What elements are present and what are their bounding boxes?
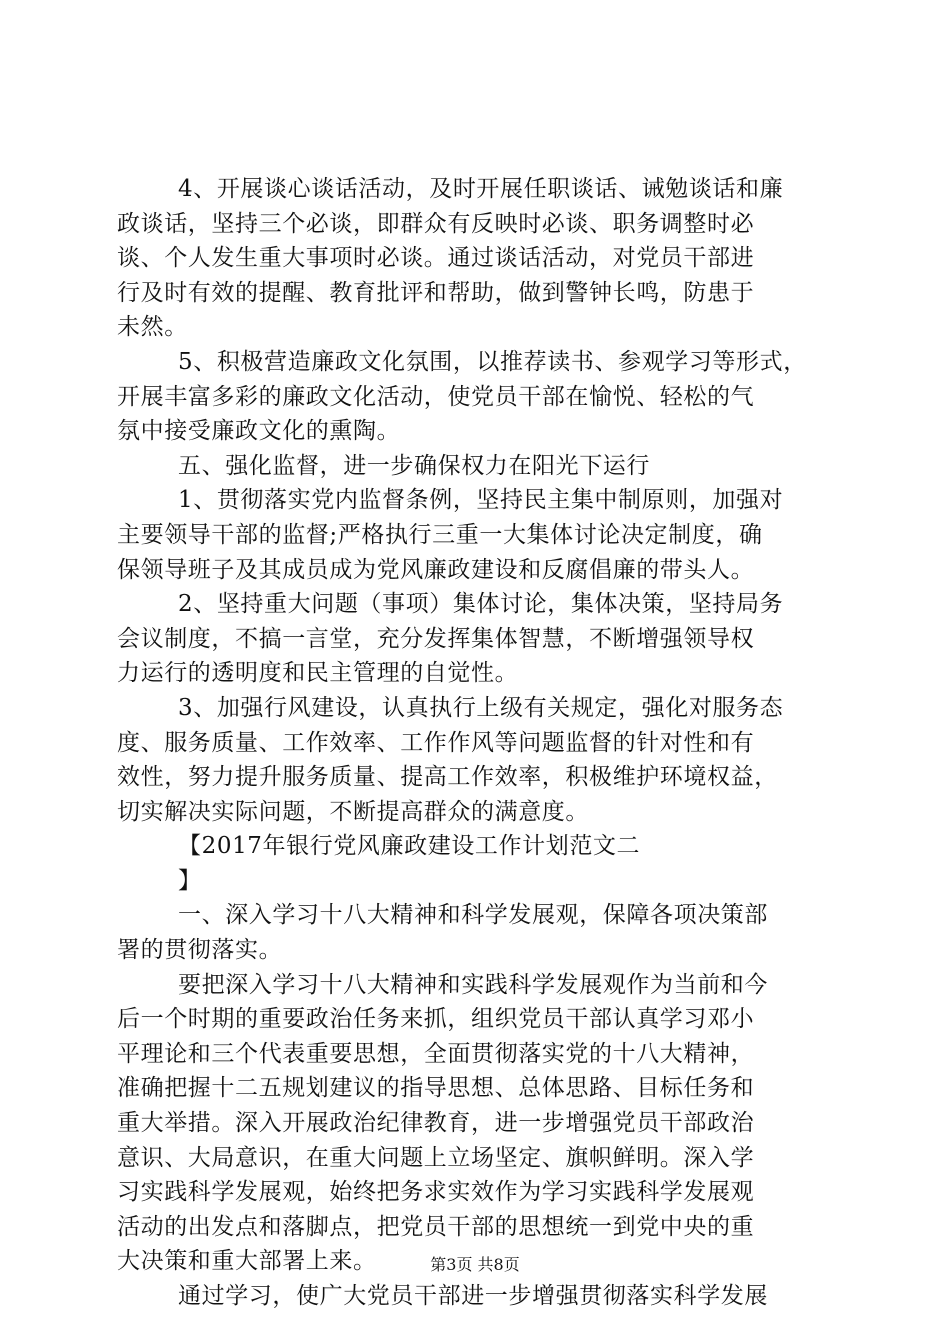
text-line: 一、深入学习十八大精神和科学发展观，保障各项决策部: [178, 902, 768, 929]
text-line: 4、开展谈心谈话活动，及时开展任职谈话、诫勉谈话和廉: [178, 176, 784, 202]
text-line: 1、贯彻落实党内监督条例，坚持民主集中制原则，加强对: [178, 487, 784, 514]
text-line: 谈、个人发生重大事项时必谈。通过谈话活动，对党员干部进: [117, 245, 755, 272]
text-line: 主要领导干部的监督;严格执行三重一大集体讨论决定制度，确: [117, 521, 763, 548]
text-line: 重大举措。深入开展政治纪律教育，进一步增强党员干部政治: [117, 1110, 755, 1137]
text-line: 3、加强行风建设，认真执行上级有关规定，强化对服务态: [178, 694, 784, 721]
text-line: 会议制度，不搞一言堂，充分发挥集体智慧，不断增强领导权: [117, 625, 755, 652]
text-line: 】: [178, 867, 202, 894]
text-line: 署的贯彻落实。: [117, 937, 283, 964]
page-footer: 第3页 共8页: [430, 1255, 520, 1274]
text-line: 意识、大局意识，在重大问题上立场坚定、旗帜鲜明。深入学: [117, 1144, 755, 1171]
text-line: 力运行的透明度和民主管理的自觉性。: [117, 660, 519, 687]
text-line: 准确把握十二五规划建议的指导思想、总体思路、目标任务和: [117, 1075, 755, 1102]
text-line: 效性，努力提升服务质量、提高工作效率，积极维护环境权益，: [117, 764, 778, 791]
text-line: 平理论和三个代表重要思想，全面贯彻落实党的十八大精神，: [117, 1040, 755, 1067]
text-line: 度、服务质量、工作效率、工作作风等问题监督的针对性和有: [117, 729, 755, 756]
text-line: 未然。: [117, 314, 188, 341]
text-line: 要把深入学习十八大精神和实践科学发展观作为当前和今: [178, 971, 768, 998]
text-line: 氛中接受廉政文化的熏陶。: [117, 418, 401, 445]
text-line: 切实解决实际问题，不断提高群众的满意度。: [117, 798, 589, 825]
text-line: 2、坚持重大问题（事项）集体讨论，集体决策，坚持局务: [178, 591, 784, 618]
document-body: [117, 172, 835, 1314]
text-line: 保领导班子及其成员成为党风廉政建设和反腐倡廉的带头人。: [117, 556, 755, 583]
text-line: 五、强化监督，进一步确保权力在阳光下运行: [178, 452, 650, 479]
text-line: 行及时有效的提醒、教育批评和帮助，做到警钟长鸣，防患于: [117, 279, 755, 306]
text-line: 习实践科学发展观，始终把务求实效作为学习实践科学发展观: [117, 1179, 755, 1206]
text-line: 【2017年银行党风廉政建设工作计划范文二: [178, 833, 641, 860]
text-line: 通过学习，使广大党员干部进一步增强贯彻落实科学发展: [178, 1283, 768, 1309]
text-line: 活动的出发点和落脚点，把党员干部的思想统一到党中央的重: [117, 1213, 755, 1240]
text-line: 后一个时期的重要政治任务来抓，组织党员干部认真学习邓小: [117, 1006, 755, 1033]
text-line: 开展丰富多彩的廉政文化活动，使党员干部在愉悦、轻松的气: [117, 383, 755, 410]
text-line: 5、积极营造廉政文化氛围，以推荐读书、参观学习等形式，: [178, 348, 807, 375]
text-line: 大决策和重大部署上来。: [117, 1248, 377, 1275]
text-line: 政谈话，坚持三个必谈，即群众有反映时必谈、职务调整时必: [117, 210, 755, 237]
